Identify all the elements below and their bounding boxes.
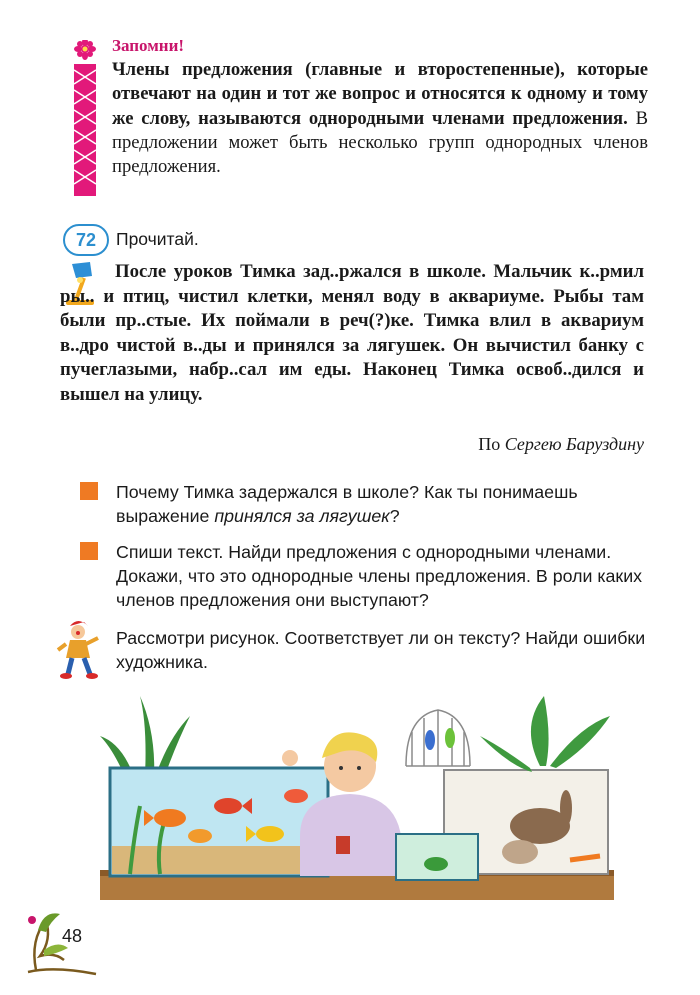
rule-text-normal: В предложении может быть несколько групп однородных членов предложения. bbox=[112, 107, 648, 178]
question-1-text: Почему Тимка задержался в школе? Как ты понимаешь выражение bbox=[116, 482, 578, 526]
rule-ornament-bar bbox=[68, 40, 102, 198]
page-number: 48 bbox=[62, 926, 83, 946]
story-author bbox=[478, 434, 644, 455]
question-2: Спиши текст. Найди предложения с однородными членами. Докажи, что это однородные члены предложения. В роли каких членов предложения они выступают? bbox=[116, 542, 643, 610]
question-marker bbox=[80, 542, 98, 560]
story-text bbox=[60, 260, 644, 408]
author-name: Сергею Баруздину bbox=[504, 434, 644, 454]
rule-text bbox=[112, 58, 648, 179]
author-prefix: По bbox=[478, 434, 501, 454]
question-3: Рассмотри рисунок. Соответствует ли он тексту? Найди ошибки художника. bbox=[116, 628, 646, 672]
rule-text-bold: Члены предложения (главные и второстепенные), которые отвечают на один и тот же вопрос и относятся к одному и тому же слову, называются однородными членами предложения. bbox=[112, 59, 648, 129]
rule-heading: Запомни! bbox=[112, 36, 185, 55]
question-1 bbox=[116, 480, 648, 528]
question-1-phrase: принялся за лягушек bbox=[214, 506, 390, 526]
question-1-end: ? bbox=[389, 506, 400, 526]
illustration-boy-aquarium bbox=[100, 696, 614, 910]
exercise-task: Прочитай. bbox=[116, 229, 199, 249]
bird-cage bbox=[406, 710, 470, 766]
exercise-number: 72 bbox=[63, 224, 109, 256]
flower-icon bbox=[74, 40, 96, 60]
frog-jar bbox=[396, 834, 478, 880]
green-plant bbox=[480, 696, 610, 772]
clown-icon bbox=[56, 618, 102, 680]
question-marker bbox=[80, 482, 98, 500]
aquarium bbox=[110, 768, 328, 876]
story-body: После уроков Тимка зад..ржался в школе. Мальчик к..рмил ры.. и птиц, чистил клетки, менял воду в аквариуме. Рыбы там были пр..стые. Их поймали в реч(?)ке. Тимка влил в аквариум в..дро чистой в..ды и принялся за лягушек. Он вычистил банку с пучеглазыми, набр..сал им еды. Наконец Тимка освоб..дился и вышел на улицу. bbox=[60, 261, 644, 405]
